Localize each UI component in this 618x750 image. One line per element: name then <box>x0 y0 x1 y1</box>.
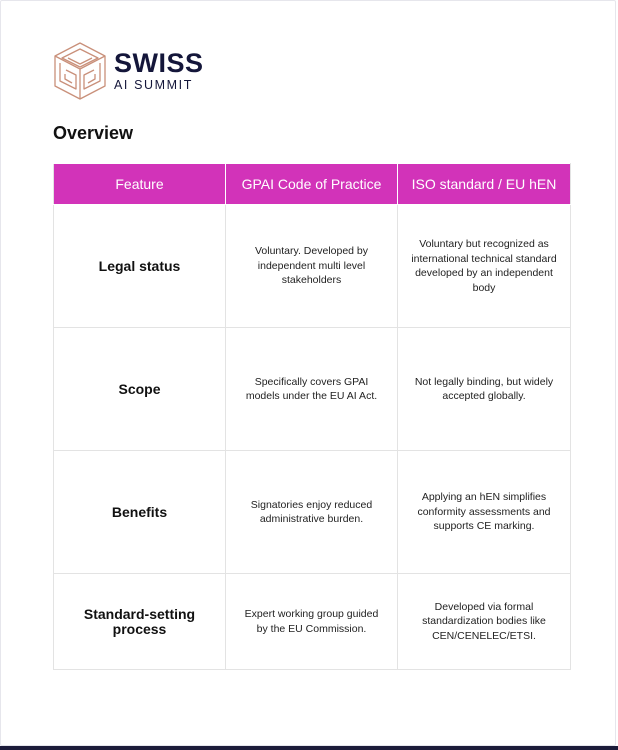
column-header-feature: Feature <box>54 164 226 205</box>
table-row <box>54 205 571 328</box>
iso-cell: Voluntary but recognized as international technical standard developed by an independent body <box>398 205 571 328</box>
feature-cell: Scope <box>54 328 226 451</box>
feature-cell: Legal status <box>54 205 226 328</box>
iso-cell: Developed via formal standardization bodies like CEN/CENELEC/ETSI. <box>398 574 571 670</box>
feature-cell: Standard-setting process <box>54 574 226 670</box>
gpai-cell: Specifically covers GPAI models under the EU AI Act. <box>226 328 398 451</box>
table-header-row <box>54 164 571 205</box>
comparison-table <box>53 163 571 670</box>
table-row <box>54 328 571 451</box>
section-title: Overview <box>53 123 134 143</box>
gpai-cell: Voluntary. Developed by independent multi level stakeholders <box>226 205 398 328</box>
column-header-iso: ISO standard / EU hEN <box>398 164 571 205</box>
swiss-ai-summit-logo <box>52 41 204 101</box>
iso-cell: Not legally binding, but widely accepted globally. <box>398 328 571 451</box>
bottom-accent-bar <box>0 746 618 750</box>
table-row <box>54 574 571 670</box>
iso-cell: Applying an hEN simplifies conformity assessments and supports CE marking. <box>398 451 571 574</box>
logo-subtitle: AI SUMMIT <box>114 78 193 93</box>
column-header-gpai: GPAI Code of Practice <box>226 164 398 205</box>
cube-logo-icon <box>52 41 108 101</box>
logo-title: SWISS <box>114 48 204 79</box>
table-row <box>54 451 571 574</box>
gpai-cell: Signatories enjoy reduced administrative burden. <box>226 451 398 574</box>
gpai-cell: Expert working group guided by the EU Commission. <box>226 574 398 670</box>
feature-cell: Benefits <box>54 451 226 574</box>
